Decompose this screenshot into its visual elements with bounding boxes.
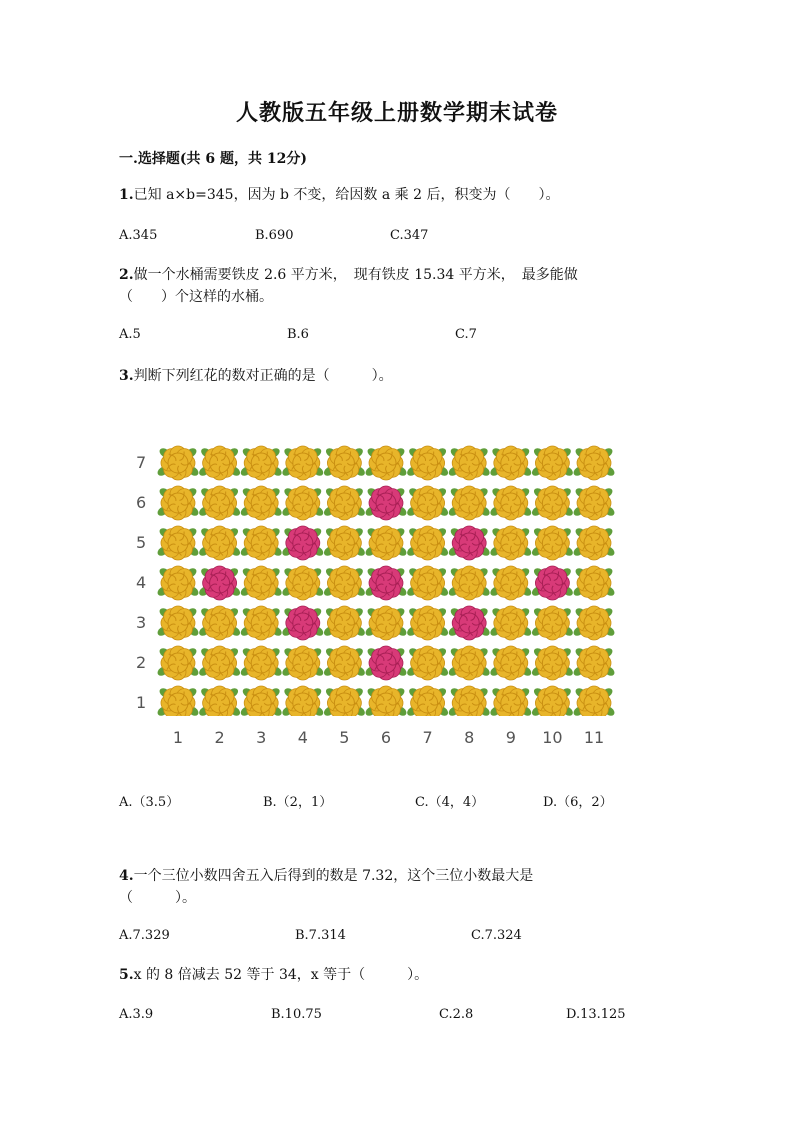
question-text: 做一个水桶需要铁皮 2.6 平方米， 现有铁皮 15.34 平方米， 最多能做 (133, 267, 578, 283)
flower-grid-figure (128, 436, 628, 756)
yellow-flower (197, 686, 241, 716)
question-text: 已知 a×b=345，因为 b 不变，给因数 a 乘 2 后，积变为（ ）。 (133, 187, 560, 203)
yellow-flower (364, 686, 408, 716)
question-number: 3. (119, 368, 134, 384)
yellow-flower (405, 606, 449, 640)
yellow-flower (156, 486, 200, 520)
yellow-flower (281, 686, 325, 716)
question-number: 4. (119, 868, 134, 884)
yellow-flower (405, 566, 449, 600)
yellow-flower (239, 526, 283, 560)
yellow-flower (364, 606, 408, 640)
yellow-flower (489, 686, 533, 716)
yellow-flower (281, 646, 325, 680)
yellow-flower (447, 486, 491, 520)
option-b[interactable]: B.690 (255, 228, 294, 243)
x-axis-label: 8 (464, 728, 475, 747)
yellow-flower (281, 566, 325, 600)
yellow-flower (447, 646, 491, 680)
question-text: x 的 8 倍减去 52 等于 34，x 等于（ ）。 (133, 967, 429, 983)
x-axis-label: 2 (214, 728, 225, 747)
yellow-flower (530, 606, 574, 640)
question-text-line2: （ ）。 (119, 890, 196, 906)
yellow-flower (447, 446, 491, 480)
option-a[interactable]: A.345 (119, 228, 158, 243)
yellow-flower (156, 526, 200, 560)
yellow-flower (239, 566, 283, 600)
red-flower (364, 486, 408, 520)
yellow-flower (572, 646, 616, 680)
x-axis-label: 9 (505, 728, 516, 747)
red-flower (281, 526, 325, 560)
y-axis-label: 5 (136, 533, 147, 552)
red-flower (364, 566, 408, 600)
yellow-flower (156, 646, 200, 680)
x-axis-label: 5 (339, 728, 350, 747)
yellow-flower (447, 686, 491, 716)
yellow-flower (281, 486, 325, 520)
yellow-flower (405, 446, 449, 480)
x-axis-label: 10 (542, 728, 563, 747)
yellow-flower (197, 646, 241, 680)
yellow-flower (197, 486, 241, 520)
yellow-flower (489, 446, 533, 480)
y-axis-label: 1 (136, 693, 147, 712)
option-c[interactable]: C.347 (390, 228, 429, 243)
question-text-line2: （ ）个这样的水桶。 (119, 289, 273, 305)
red-flower (364, 646, 408, 680)
option-b[interactable]: B.7.314 (295, 928, 346, 943)
yellow-flower (197, 526, 241, 560)
option-a[interactable]: A.3.9 (119, 1007, 154, 1022)
yellow-flower (364, 526, 408, 560)
yellow-flower (322, 526, 366, 560)
yellow-flower (489, 526, 533, 560)
option-a[interactable]: A.5 (119, 327, 141, 342)
option-b[interactable]: B.（2，1） (263, 795, 333, 810)
yellow-flower (572, 486, 616, 520)
yellow-flower (239, 646, 283, 680)
yellow-flower (239, 606, 283, 640)
yellow-flower (322, 486, 366, 520)
yellow-flower (405, 486, 449, 520)
yellow-flower (572, 566, 616, 600)
y-axis-label: 4 (136, 573, 147, 592)
yellow-flower (530, 686, 574, 716)
red-flower (530, 566, 574, 600)
option-c[interactable]: C.（4，4） (415, 795, 485, 810)
y-axis-label: 6 (136, 493, 147, 512)
yellow-flower (322, 566, 366, 600)
option-c[interactable]: C.7 (455, 327, 477, 342)
option-a[interactable]: A.7.329 (119, 928, 170, 943)
x-axis-label: 1 (172, 728, 184, 747)
question-number: 5. (119, 967, 134, 983)
option-c[interactable]: C.2.8 (439, 1007, 474, 1022)
yellow-flower (530, 646, 574, 680)
question-4 (119, 865, 533, 909)
question-text: 判断下列红花的数对正确的是（ ）。 (133, 368, 393, 384)
page-title: 人教版五年级上册数学期末试卷 (235, 100, 558, 126)
section-heading: 一.选择题(共 6 题，共 12分) (119, 151, 307, 167)
red-flower (281, 606, 325, 640)
option-d[interactable]: D.（6，2） (543, 795, 613, 810)
question-1 (119, 184, 559, 206)
yellow-flower (447, 566, 491, 600)
yellow-flower (322, 686, 366, 716)
x-axis-label: 6 (380, 728, 392, 747)
yellow-flower (239, 686, 283, 716)
yellow-flower (322, 646, 366, 680)
yellow-flower (572, 526, 616, 560)
flower-grid (128, 436, 628, 716)
yellow-flower (489, 486, 533, 520)
option-d[interactable]: D.13.125 (566, 1007, 626, 1022)
x-axis-label: 11 (583, 728, 605, 747)
option-c[interactable]: C.7.324 (471, 928, 522, 943)
x-axis-label: 7 (422, 728, 433, 747)
question-number: 2. (119, 267, 134, 283)
y-axis-label: 3 (136, 613, 147, 632)
yellow-flower (281, 446, 325, 480)
red-flower (197, 566, 241, 600)
yellow-flower (156, 686, 200, 716)
yellow-flower (530, 486, 574, 520)
yellow-flower (364, 446, 408, 480)
yellow-flower (572, 686, 616, 716)
option-a[interactable]: A.（3.5） (119, 795, 180, 810)
yellow-flower (322, 606, 366, 640)
yellow-flower (572, 446, 616, 480)
red-flower (447, 606, 491, 640)
question-2 (119, 264, 578, 308)
yellow-flower (489, 646, 533, 680)
x-axis-label: 4 (297, 728, 308, 747)
yellow-flower (405, 526, 449, 560)
yellow-flower (489, 606, 533, 640)
option-b[interactable]: B.6 (287, 327, 309, 342)
question-5 (119, 964, 428, 986)
yellow-flower (322, 446, 366, 480)
question-3 (119, 365, 393, 387)
yellow-flower (405, 646, 449, 680)
yellow-flower (197, 606, 241, 640)
x-axis-label: 3 (256, 728, 267, 747)
yellow-flower (156, 446, 200, 480)
yellow-flower (197, 446, 241, 480)
red-flower (447, 526, 491, 560)
yellow-flower (239, 446, 283, 480)
yellow-flower (156, 566, 200, 600)
yellow-flower (530, 446, 574, 480)
yellow-flower (572, 606, 616, 640)
yellow-flower (405, 686, 449, 716)
yellow-flower (156, 606, 200, 640)
question-text: 一个三位小数四舍五入后得到的数是 7.32，这个三位小数最大是 (133, 868, 534, 884)
yellow-flower (489, 566, 533, 600)
yellow-flower (239, 486, 283, 520)
y-axis-label: 2 (136, 653, 147, 672)
option-b[interactable]: B.10.75 (271, 1007, 322, 1022)
question-number: 1. (119, 187, 134, 203)
yellow-flower (530, 526, 574, 560)
y-axis-label: 7 (136, 453, 147, 472)
